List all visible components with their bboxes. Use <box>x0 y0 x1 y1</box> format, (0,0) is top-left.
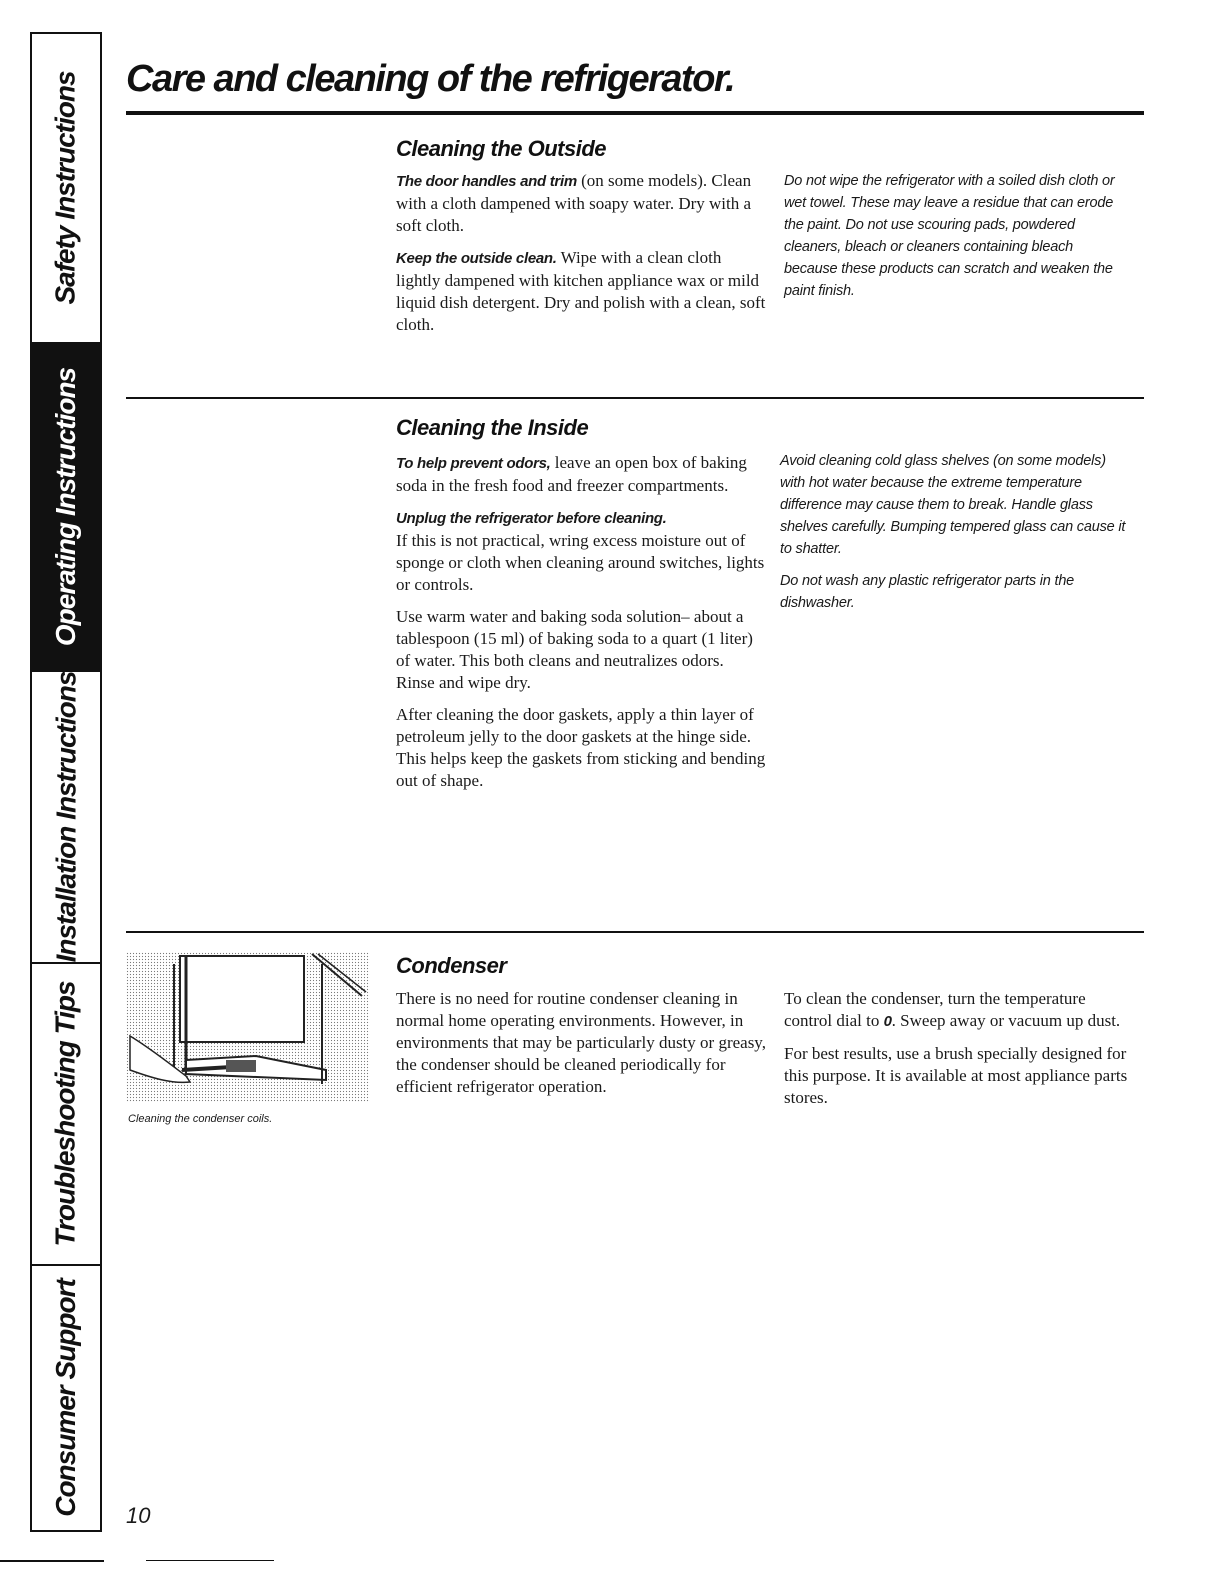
tab-installation-instructions[interactable] <box>32 672 100 964</box>
tab-consumer-support[interactable] <box>32 1266 100 1530</box>
paragraph-text: leave an open box of baking soda in the fresh food and freezer compartments. <box>396 453 747 495</box>
condenser-paragraph: For best results, use a brush specially designed for this purpose. It is available at most appliance parts stores. <box>784 1044 1128 1107</box>
outside-paragraph <box>396 247 766 336</box>
tab-label: Installation Instructions <box>50 671 81 963</box>
lead-in: The door handles and trim <box>396 173 577 190</box>
warning-note: Do not wipe the refrigerator with a soiled dish cloth or wet towel. These may leave a residue that can erode the paint. Do not use scouring pads, powdered cleaners, bleach or cleaners containing bleach because these products can scratch and weaken the paint finish. <box>784 173 1115 299</box>
section-heading-inside: Cleaning the Inside <box>396 415 589 440</box>
inside-paragraph: Use warm water and baking soda solution– about a tablespoon (15 ml) of baking soda to a quart (1 liter) of water. This both cleans and neutralizes odors. Rinse and wipe dry. <box>396 607 753 692</box>
tab-operating-instructions[interactable] <box>32 344 100 672</box>
outside-body <box>396 170 766 346</box>
tab-label: Troubleshooting Tips <box>50 981 81 1247</box>
inside-paragraph: After cleaning the door gaskets, apply a thin layer of petroleum jelly to the door gaskets at the hinge side. This helps keep the gaskets from sticking and bending out of shape. <box>396 705 766 790</box>
lead-in: Unplug the refrigerator before cleaning. <box>396 510 667 527</box>
page-title: Care and cleaning of the refrigerator. <box>126 58 735 100</box>
inside-notes <box>780 450 1130 624</box>
bottom-rule <box>0 1560 104 1562</box>
page-number: 10 <box>126 1503 151 1528</box>
figure-caption: Cleaning the condenser coils. <box>128 1113 273 1125</box>
condenser-illustration <box>126 952 370 1102</box>
tab-troubleshooting-tips[interactable] <box>32 964 100 1266</box>
section-heading-outside: Cleaning the Outside <box>396 136 607 161</box>
bottom-rule <box>146 1560 274 1561</box>
inside-paragraph <box>396 507 766 596</box>
lead-in: To help prevent odors, <box>396 455 551 472</box>
section-heading-condenser: Condenser <box>396 953 507 978</box>
paragraph-text: If this is not practical, wring excess moisture out of sponge or cloth when cleaning around switches, lights or controls. <box>396 531 765 594</box>
paragraph-text: (on some models). Clean with a cloth dampened with soapy water. Dry with a soft cloth. <box>396 171 752 235</box>
section-divider <box>126 397 1144 399</box>
condenser-paragraph: There is no need for routine condenser cleaning in normal home operating environments. However, in environments that may be particularly dusty or greasy, the condenser should be cleaned periodically for efficient refrigerator operation. <box>396 989 766 1096</box>
warning-note: Avoid cleaning cold glass shelves (on some models) with hot water because the extreme temperature difference may cause them to break. Handle glass shelves carefully. Bumping tempered glass can cause it to shatter. <box>780 453 1126 557</box>
warning-note: Do not wash any plastic refrigerator parts in the dishwasher. <box>780 573 1075 611</box>
dial-setting: 0 <box>883 1013 892 1030</box>
paragraph-text: To clean the condenser, turn the temperature control dial to <box>784 989 1086 1030</box>
outside-paragraph <box>396 170 766 237</box>
outside-note <box>784 170 1129 312</box>
condenser-instructions <box>784 988 1134 1119</box>
inside-body <box>396 452 766 802</box>
tab-label: Consumer Support <box>50 1279 81 1517</box>
sidebar-nav <box>30 32 102 1532</box>
title-rule <box>126 111 1144 115</box>
tab-label: Safety Instructions <box>50 71 81 305</box>
paragraph-text: Wipe with a clean cloth lightly dampened with kitchen appliance wax or mild liquid dish detergent. Dry and polish with a clean, soft cloth. <box>396 248 766 334</box>
section-divider <box>126 931 1144 933</box>
lead-in: Keep the outside clean. <box>396 250 557 267</box>
condenser-body <box>396 988 766 1108</box>
condenser-paragraph <box>784 988 1134 1033</box>
paragraph-text: . Sweep away or vacuum up dust. <box>891 1011 1121 1030</box>
tab-safety-instructions[interactable] <box>32 34 100 344</box>
inside-paragraph <box>396 452 766 497</box>
tab-label: Operating Instructions <box>50 367 81 647</box>
